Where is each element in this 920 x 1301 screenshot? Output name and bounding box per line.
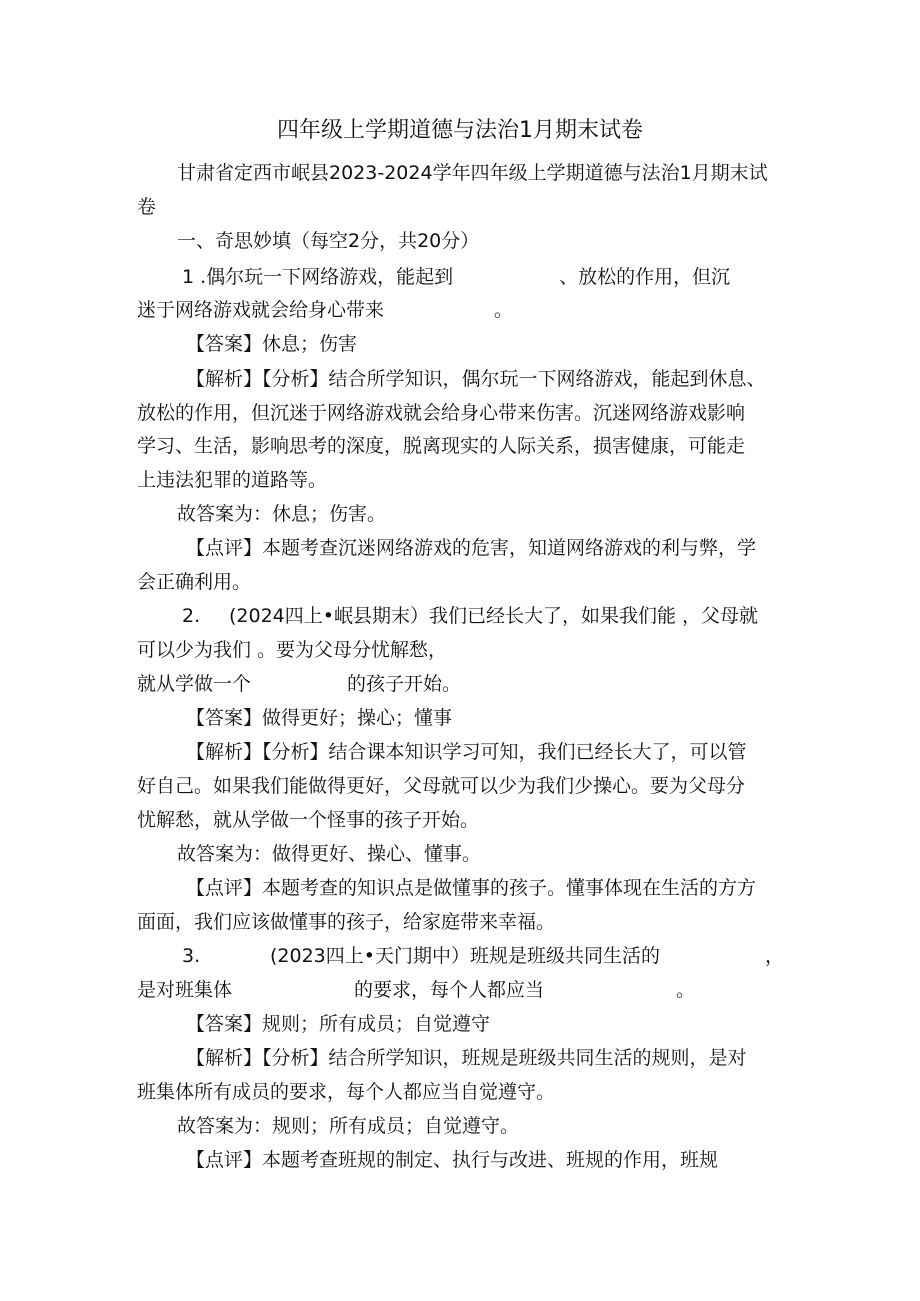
q2-review-1: 【点评】本题考查的知识点是做懂事的孩子。懂事体现在生活的方方 [186, 877, 757, 899]
q2-stem-b: 可以少为我们 。要为父母分忧解愁， [137, 639, 448, 661]
q1-review-1: 【点评】本题考查沉迷网络游戏的危害，知道网络游戏的利与弊，学 [186, 537, 757, 559]
q3-stem-d: 的要求，每个人都应当 [354, 979, 545, 1001]
q2-review-2: 面面，我们应该做懂事的孩子，给家庭带来幸福。 [137, 911, 556, 933]
q3-stem-a: (2023四上•天门期中）班规是班级共同生活的 [270, 945, 660, 967]
q1-analysis-3: 学习、生活，影响思考的深度，脱离现实的人际关系，损害健康，可能走 [137, 435, 746, 457]
q1-stem-a: 1 .偶尔玩一下网络游戏，能起到 [182, 266, 454, 288]
q1-analysis-4: 上违法犯罪的道路等。 [137, 469, 328, 491]
q1-conclusion: 故答案为：休息；伤害。 [177, 503, 387, 525]
q1-answer: 【答案】休息；伤害 [186, 333, 358, 355]
q3-stem-e: 。 [676, 979, 696, 1001]
q3-stem-b: ， [765, 945, 785, 967]
q2-analysis-2: 好自己。如果我们能做得更好，父母就可以少为我们少操心。要为父母分 [137, 775, 746, 797]
q1-stem-b: 、放松的作用，但沉 [559, 266, 731, 288]
q2-analysis-1: 【解析】【分析】结合课本知识学习可知，我们已经长大了，可以管 [186, 741, 747, 763]
section-header: 一、奇思妙填（每空2分，共20分） [177, 230, 480, 252]
q1-stem-d: 。 [494, 299, 514, 321]
q2-number: 2. [182, 605, 201, 627]
q1-stem-c: 迷于网络游戏就会给身心带来 [137, 299, 385, 321]
q1-analysis-2: 放松的作用，但沉迷于网络游戏就会给身心带来伤害。沉迷网络游戏影响 [137, 402, 746, 424]
q3-answer: 【答案】规则；所有成员；自觉遵守 [186, 1013, 491, 1035]
q2-stem-c: 就从学做一个 [137, 673, 252, 695]
q1-stem-line-1 [182, 264, 730, 290]
q2-stem-a: (2024四上•岷县期末）我们已经长大了，如果我们能 ，父母就 [229, 605, 759, 627]
q1-review-2: 会正确利用。 [137, 571, 252, 593]
q2-stem-line-3 [137, 671, 461, 697]
q3-analysis-1: 【解析】【分析】结合所学知识，班规是班级共同生活的规则，是对 [186, 1047, 747, 1069]
q1-analysis-1: 【解析】【分析】结合所学知识，偶尔玩一下网络游戏，能起到休息、 [186, 368, 766, 390]
q3-stem-c: 是对班集体 [137, 979, 233, 1001]
subtitle-line-1: 甘肃省定西市岷县2023-2024学年四年级上学期道德与法治1月期末试 [177, 162, 768, 184]
q2-conclusion: 故答案为：做得更好、操心、懂事。 [177, 843, 482, 865]
subtitle-line-2: 卷 [137, 196, 157, 218]
document-title: 四年级上学期道德与法治1月期末试卷 [277, 118, 643, 143]
q2-answer: 【答案】做得更好；操心；懂事 [186, 707, 453, 729]
q2-analysis-3: 忧解愁，就从学做一个怪事的孩子开始。 [137, 809, 480, 831]
q3-number: 3. [182, 945, 201, 967]
q1-stem-line-2 [137, 297, 513, 323]
q3-analysis-2: 班集体所有成员的要求，每个人都应当自觉遵守。 [137, 1081, 556, 1103]
q2-stem-d: 的孩子开始。 [347, 673, 462, 695]
q3-conclusion: 故答案为：规则；所有成员；自觉遵守。 [177, 1115, 520, 1137]
q3-review-1: 【点评】本题考查班规的制定、执行与改进、班规的作用，班规 [186, 1149, 719, 1171]
